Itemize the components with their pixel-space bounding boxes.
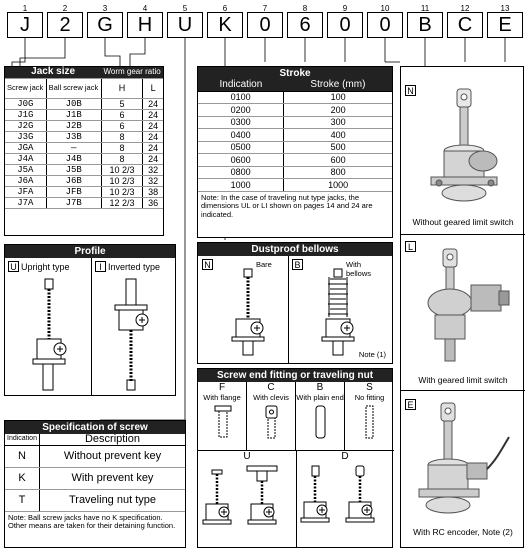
- end-fitting-title: Screw end fitting or traveling nut: [198, 369, 392, 382]
- end-fitting-d-label: D: [341, 451, 349, 462]
- end-fitting-u-label: U: [243, 451, 251, 462]
- code-char-4: H: [127, 12, 163, 38]
- limit-l-section: [401, 235, 525, 391]
- spec-col-indication: Indication: [5, 434, 39, 445]
- jack-with-limit-switch-drawing: [415, 245, 519, 365]
- code-char-6: K: [207, 12, 243, 38]
- col-l: L: [143, 78, 163, 98]
- stroke-note: Note: In the case of traveling nut type jacks, the dimensions UL or LI shown on pages 14 and 24 are indicated.: [201, 192, 373, 219]
- jack-size-row: [5, 197, 163, 208]
- jack-size-cell: J1G: [5, 109, 46, 120]
- code-digit-5: 5: [182, 4, 188, 13]
- jack-size-cell: J0B: [46, 98, 101, 109]
- jack-size-cell: J6A: [5, 175, 46, 186]
- spec-note: Note: Ball screw jacks have no K specification. Other means are taken for their detaining function.: [8, 512, 176, 530]
- stroke-row: [198, 91, 392, 104]
- plain-end-icon: [296, 402, 345, 442]
- code-char-5: U: [167, 12, 203, 38]
- end-fitting-types: [198, 382, 394, 450]
- bare-jack-drawing: [226, 267, 272, 357]
- jack-size-cell: J5B: [46, 164, 101, 175]
- fitting-b-letter: B: [316, 382, 324, 393]
- jack-size-row: [5, 164, 163, 175]
- jack-size-row: [5, 120, 163, 131]
- limit-e-letter: E: [405, 399, 416, 410]
- code-char-2: 2: [47, 12, 83, 38]
- jack-size-cell: J4B: [46, 153, 101, 164]
- jack-size-row: [5, 109, 163, 120]
- jack-size-cell: J5A: [5, 164, 46, 175]
- stroke-cell: 0100: [198, 91, 284, 104]
- jack-size-table: [5, 67, 163, 209]
- jack-size-cell: 36: [143, 197, 163, 208]
- limit-e-caption: With RC encoder, Note (2): [413, 527, 513, 537]
- col-h: H: [101, 78, 143, 98]
- jack-size-cell: 24: [143, 131, 163, 142]
- jack-size-cell: 12 2/3: [101, 197, 143, 208]
- jack-size-cell: J6B: [46, 175, 101, 186]
- profile-i-label: Inverted type: [108, 262, 161, 272]
- code-char-7: 0: [247, 12, 283, 38]
- jack-size-cell: 8: [101, 142, 143, 153]
- jack-size-cell: 10 2/3: [101, 164, 143, 175]
- jack-size-panel: [4, 66, 164, 236]
- stroke-cell: 200: [284, 104, 392, 117]
- stroke-row: [198, 129, 392, 142]
- code-char-8: 6: [287, 12, 323, 38]
- jack-size-cell: 10 2/3: [101, 186, 143, 197]
- jack-size-row: [5, 131, 163, 142]
- limit-l-letter: L: [405, 241, 416, 252]
- jack-size-cell: 24: [143, 109, 163, 120]
- jack-size-cell: 8: [101, 131, 143, 142]
- jack-size-cell: J2G: [5, 120, 46, 131]
- spec-row: [5, 489, 185, 511]
- stroke-row: [198, 141, 392, 154]
- u-fitting-drawings: [200, 464, 294, 546]
- jack-size-row: [5, 153, 163, 164]
- code-char-11: B: [407, 12, 443, 38]
- spec-description: Traveling nut type: [39, 489, 185, 511]
- code-digit-9: 9: [342, 4, 348, 13]
- code-char-12: C: [447, 12, 483, 38]
- stroke-cell: 1000: [198, 179, 284, 192]
- stroke-row: [198, 166, 392, 179]
- stroke-cell: 400: [284, 129, 392, 142]
- fitting-s-letter: S: [366, 382, 373, 393]
- jack-size-cell: 24: [143, 98, 163, 109]
- jack-size-row: [5, 142, 163, 153]
- jack-size-row: [5, 98, 163, 109]
- code-digit-11: 11: [420, 4, 430, 13]
- code-digit-1: 1: [22, 4, 28, 13]
- stroke-panel: [197, 66, 393, 238]
- jack-without-limit-switch-drawing: [421, 85, 511, 211]
- jack-size-title: Jack size: [5, 67, 101, 78]
- bellows-note: Note (1): [358, 350, 386, 359]
- profile-title: Profile: [5, 245, 175, 258]
- profile-i-letter: I: [95, 261, 106, 272]
- jack-size-cell: J7A: [5, 197, 46, 208]
- bellows-n-label: Bare: [256, 260, 272, 269]
- fitting-f-letter: F: [218, 382, 226, 393]
- bellows-b-label: With bellows: [346, 260, 372, 278]
- code-char-9: 0: [327, 12, 363, 38]
- worm-ratio-title: Worm gear ratio: [101, 67, 163, 78]
- code-char-13: E: [487, 12, 523, 38]
- stroke-cell: 0600: [198, 154, 284, 167]
- stroke-table: [198, 80, 392, 192]
- code-char-1: J: [7, 12, 43, 38]
- jack-size-cell: —: [46, 142, 101, 153]
- jack-size-cell: J7B: [46, 197, 101, 208]
- code-digit-4: 4: [142, 4, 148, 13]
- spec-title: Specification of screw: [5, 421, 185, 434]
- stroke-row: [198, 116, 392, 129]
- profile-u-label: Upright type: [21, 262, 70, 272]
- stroke-col-mm: Stroke (mm): [284, 80, 392, 91]
- bellows-jack-drawing: [316, 267, 362, 357]
- fitting-s-label: No fitting: [354, 393, 385, 402]
- jack-with-rc-encoder-drawing: [415, 399, 519, 525]
- spec-table: [5, 434, 185, 512]
- bellows-panel: [197, 242, 393, 364]
- bellows-b-letter: B: [292, 259, 303, 270]
- jack-size-cell: 32: [143, 175, 163, 186]
- stroke-cell: 300: [284, 116, 392, 129]
- fitting-b-label: With plain end: [296, 393, 344, 402]
- jack-size-cell: 6: [101, 109, 143, 120]
- spec-description: Without prevent key: [39, 445, 185, 467]
- no-fitting-icon: [345, 402, 394, 442]
- bellows-title: Dustproof bellows: [198, 243, 392, 256]
- jack-size-cell: J3G: [5, 131, 46, 142]
- fitting-c-letter: C: [267, 382, 275, 393]
- limit-n-section: [401, 67, 525, 235]
- inverted-jack-drawing: [107, 277, 157, 392]
- fitting-f-label: With flange: [203, 393, 241, 402]
- jack-size-cell: 10 2/3: [101, 175, 143, 186]
- jack-size-cell: 6: [101, 120, 143, 131]
- stroke-title: Stroke: [198, 67, 392, 80]
- code-digit-8: 8: [302, 4, 308, 13]
- spec-row: [5, 467, 185, 489]
- stroke-row: [198, 104, 392, 117]
- clevis-icon: [247, 402, 296, 442]
- limit-n-caption: Without geared limit switch: [412, 217, 514, 227]
- jack-size-cell: J3B: [46, 131, 101, 142]
- jack-size-cell: J4A: [5, 153, 46, 164]
- jack-size-cell: J1B: [46, 109, 101, 120]
- stroke-row: [198, 154, 392, 167]
- spec-row: [5, 445, 185, 467]
- jack-size-cell: 24: [143, 120, 163, 131]
- jack-size-cell: 8: [101, 153, 143, 164]
- code-digit-6: 6: [222, 4, 228, 13]
- stroke-cell: 800: [284, 166, 392, 179]
- code-digit-3: 3: [102, 4, 108, 13]
- limit-switch-panel: [400, 66, 524, 548]
- jack-size-cell: 32: [143, 164, 163, 175]
- jack-size-cell: JFA: [5, 186, 46, 197]
- code-char-3: G: [87, 12, 123, 38]
- flange-icon: [198, 402, 247, 442]
- stroke-cell: 0200: [198, 104, 284, 117]
- fitting-c-label: With clevis: [253, 393, 289, 402]
- jack-size-cell: 24: [143, 153, 163, 164]
- jack-size-cell: J2B: [46, 120, 101, 131]
- stroke-col-indication: Indication: [198, 80, 284, 91]
- stroke-cell: 0500: [198, 141, 284, 154]
- stroke-cell: 100: [284, 91, 392, 104]
- stroke-cell: 0300: [198, 116, 284, 129]
- end-fitting-panel: [197, 368, 393, 548]
- profile-panel: [4, 244, 176, 396]
- limit-e-section: [401, 391, 525, 549]
- code-digit-7: 7: [262, 4, 268, 13]
- code-digit-2: 2: [62, 4, 68, 13]
- profile-u-letter: U: [8, 261, 19, 272]
- spec-indication: N: [5, 445, 39, 467]
- stroke-cell: 500: [284, 141, 392, 154]
- stroke-cell: 600: [284, 154, 392, 167]
- upright-jack-drawing: [25, 277, 75, 392]
- code-digit-13: 13: [500, 4, 510, 13]
- stroke-row: [198, 179, 392, 192]
- bellows-n-letter: N: [202, 259, 213, 270]
- stroke-cell: 0400: [198, 129, 284, 142]
- jack-size-cell: JFB: [46, 186, 101, 197]
- code-char-10: 0: [367, 12, 403, 38]
- spec-panel: [4, 420, 186, 548]
- jack-size-cell: J0G: [5, 98, 46, 109]
- jack-size-cell: 5: [101, 98, 143, 109]
- code-digit-10: 10: [380, 4, 390, 13]
- code-digit-12: 12: [460, 4, 470, 13]
- col-screw-jack: Screw jack: [5, 78, 46, 98]
- spec-col-description: Description: [39, 434, 185, 445]
- limit-n-letter: N: [405, 85, 416, 96]
- col-ball-screw-jack: Ball screw jack: [46, 78, 101, 98]
- stroke-cell: 0800: [198, 166, 284, 179]
- jack-size-cell: 38: [143, 186, 163, 197]
- jack-size-cell: 24: [143, 142, 163, 153]
- jack-size-cell: JGA: [5, 142, 46, 153]
- spec-indication: T: [5, 489, 39, 511]
- limit-l-caption: With geared limit switch: [418, 375, 508, 385]
- stroke-cell: 1000: [284, 179, 392, 192]
- jack-size-row: [5, 186, 163, 197]
- spec-indication: K: [5, 467, 39, 489]
- jack-size-row: [5, 175, 163, 186]
- d-fitting-drawings: [298, 464, 392, 546]
- spec-description: With prevent key: [39, 467, 185, 489]
